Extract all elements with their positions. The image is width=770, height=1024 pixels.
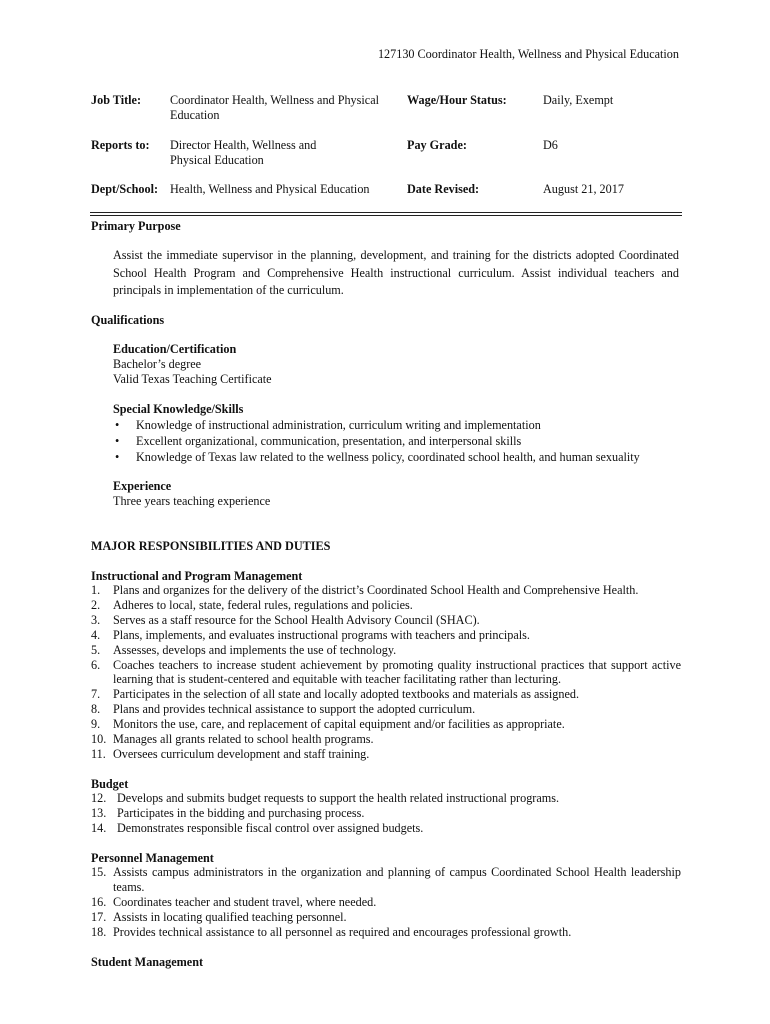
instructional-duties-list xyxy=(91,583,681,762)
duty-item: 14. Demonstrates responsible fiscal control over assigned budgets. xyxy=(91,820,424,835)
duty-item: 8. Plans and provides technical assistance to support the adopted curriculum. xyxy=(91,702,476,717)
qualifications-heading: Qualifications xyxy=(91,313,165,327)
skills-list xyxy=(113,417,679,465)
experience-heading: Experience xyxy=(113,479,172,493)
duty-item: 10. Manages all grants related to school health programs. xyxy=(91,732,374,747)
duty-item: 17. Assists in locating qualified teaching personnel. xyxy=(91,909,347,924)
document-header-code: 127130 Coordinator Health, Wellness and Physical Education xyxy=(377,47,679,61)
duty-item: 2. Adheres to local, state, federal rules, regulations and policies. xyxy=(91,597,413,612)
budget-heading: Budget xyxy=(91,777,129,791)
personnel-heading: Personnel Management xyxy=(91,851,214,865)
pay-grade-value: D6 xyxy=(543,138,558,152)
budget-duties-list xyxy=(91,791,681,836)
duty-item: 1. Plans and organizes for the delivery of the district’s Coordinated School Health and Comprehensive Health. xyxy=(91,583,639,597)
duty-item: 15. Assists campus administrators in the organization and planning of campus Coordinated School Health leadership teams. xyxy=(91,865,681,894)
duty-item: 7. Participates in the selection of all state and locally adopted textbooks and materials as assigned. xyxy=(91,687,580,702)
education-block xyxy=(113,342,679,387)
wage-status-label: Wage/Hour Status: xyxy=(407,93,507,107)
education-heading: Education/Certification xyxy=(113,342,237,356)
skills-list-item: • Excellent organizational, communication, presentation, and interpersonal skills xyxy=(113,433,679,449)
duties-heading: MAJOR RESPONSIBILITIES AND DUTIES xyxy=(91,539,331,553)
date-revised-value: August 21, 2017 xyxy=(543,182,624,196)
pay-grade-label: Pay Grade: xyxy=(407,138,467,152)
skills-block xyxy=(113,402,679,465)
skills-list-item: • Knowledge of Texas law related to the wellness policy, coordinated school health, and human sexuality xyxy=(113,449,679,465)
duty-item: 13. Participates in the bidding and purchasing process. xyxy=(91,805,365,820)
education-line: Valid Texas Teaching Certificate xyxy=(113,372,272,386)
duty-item: 9. Monitors the use, care, and replacement of capital equipment and/or facilities as appropriate. xyxy=(91,717,565,732)
primary-purpose-heading: Primary Purpose xyxy=(91,219,181,233)
header-divider-top xyxy=(90,212,682,213)
duty-item: 18. Provides technical assistance to all personnel as required and encourages professional growth. xyxy=(91,924,572,939)
duty-item: 3. Serves as a staff resource for the School Health Advisory Council (SHAC). xyxy=(91,612,480,627)
header-divider-bottom xyxy=(90,215,682,216)
date-revised-label: Date Revised: xyxy=(407,182,480,196)
reports-to-value: Director Health, Wellness and Physical Education xyxy=(170,138,317,167)
education-line: Bachelor’s degree xyxy=(113,357,202,371)
skills-heading: Special Knowledge/Skills xyxy=(113,402,244,416)
primary-purpose-text: Assist the immediate supervisor in the planning, development, and training for the districts adopted Coordinated School Health Program and Comprehensive Health instructional curriculum. Assist individual teachers and principals in implementation of the curriculum. xyxy=(113,248,679,297)
personnel-duties-list xyxy=(91,865,681,940)
wage-status-value: Daily, Exempt xyxy=(543,93,614,107)
experience-text: Three years teaching experience xyxy=(113,494,271,508)
student-management-heading: Student Management xyxy=(91,955,204,969)
job-title-value: Coordinator Health, Wellness and Physical Education xyxy=(170,93,379,122)
reports-to-label: Reports to: xyxy=(91,138,150,152)
dept-school-value: Health, Wellness and Physical Education xyxy=(170,182,370,196)
duty-item: 11. Oversees curriculum development and staff training. xyxy=(91,746,370,761)
experience-block xyxy=(113,479,679,509)
job-title-label: Job Title: xyxy=(91,93,141,107)
instructional-heading: Instructional and Program Management xyxy=(91,569,303,583)
duty-item: 6. Coaches teachers to increase student achievement by promoting quality instructional practices that support active learning that is student-centered and equitable with teacher facilitating rather than lecturing. xyxy=(91,657,681,687)
duty-item: 5. Assesses, develops and implements the use of technology. xyxy=(91,642,397,657)
duty-item: 4. Plans, implements, and evaluates instructional programs with teachers and principals. xyxy=(91,627,530,642)
duty-item: 16. Coordinates teacher and student travel, where needed. xyxy=(91,894,377,909)
duty-item: 12. Develops and submits budget requests to support the health related instructional programs. xyxy=(91,791,560,805)
dept-school-label: Dept/School: xyxy=(91,182,159,196)
skills-list-item: • Knowledge of instructional administration, curriculum writing and implementation xyxy=(113,417,679,433)
